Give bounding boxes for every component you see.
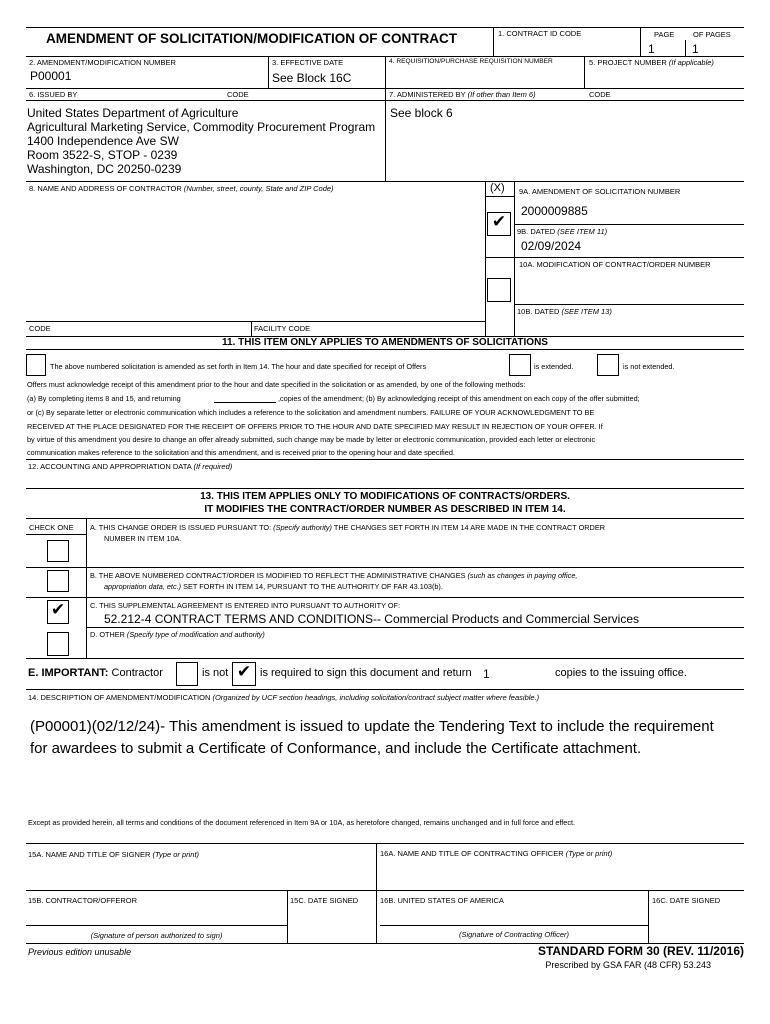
signature-officer-caption [380, 930, 648, 939]
officer-16a-note: (Type or print) [565, 849, 613, 858]
item-13-title-line2: IT MODIFIES THE CONTRACT/ORDER NUMBER AS DESCRIBED IN ITEM 14. [204, 504, 566, 515]
check-13b-checkbox[interactable] [47, 570, 69, 592]
divider [86, 518, 87, 658]
is-not-checkbox[interactable] [176, 662, 198, 686]
row-line [26, 890, 744, 891]
is-required-text: is required to sign this document and return [260, 667, 472, 679]
not-extended-text: is not extended. [623, 362, 675, 371]
item-11-text: by virtue of this amendment you desire to change an offer already submitted, such change may be made by letter or electronic communication, provided each letter or electronic [27, 435, 596, 444]
extended-checkbox[interactable] [509, 354, 531, 376]
requisition-label: 4. REQUISITION/PURCHASE REQUISITION NUMBER [389, 58, 553, 65]
address-line: Washington, DC 20250-0239 [27, 162, 182, 176]
administered-by-value[interactable]: See block 6 [390, 106, 453, 120]
is-not-text: is not [202, 667, 229, 679]
item-14-label-text: 14. DESCRIPTION OF AMENDMENT/MODIFICATION [28, 693, 211, 702]
item-13b-text2 [104, 582, 443, 591]
amend-solicitation-label: 9A. AMENDMENT OF SOLICITATION NUMBER [519, 187, 681, 196]
row-line [26, 518, 744, 519]
copies-text: copies to the issuing office. [555, 667, 687, 679]
item-13c-value[interactable]: 52.212-4 CONTRACT TERMS AND CONDITIONS-- Commercial Products and Commercial Services [104, 612, 640, 626]
accounting-note: (If required) [193, 462, 233, 471]
officer-signature-line[interactable] [380, 925, 648, 926]
form-number: STANDARD FORM 30 (REV. 11/2016) [537, 944, 744, 958]
item-11-text: or (c) By separate letter or electronic communication which includes a reference to the solicitation and amendment numbers. FAILURE OF YOUR ACKNOWLEDGMENT TO BE [27, 408, 595, 417]
contract-id-label: 1. CONTRACT ID CODE [498, 29, 582, 38]
row-line [26, 843, 744, 844]
except-text: Except as provided herein, all terms and conditions of the document referenced in Item 9A or 10A, as heretofore changed, remains unchanged and in full force and effect. [28, 818, 576, 827]
project-number-label [589, 58, 714, 67]
row-line [86, 627, 744, 628]
divider [385, 56, 386, 88]
item-13a-note: (Specify authority) [273, 523, 332, 532]
item-11-text: communication makes reference to the solicitation and this amendment, and is received prior to the opening hour and date specified. [27, 448, 455, 457]
administered-by-note: (If other than Item 6) [467, 90, 536, 99]
row-line [26, 658, 744, 659]
mod-10a-label: 10A. MODIFICATION OF CONTRACT/ORDER NUMBER [519, 260, 711, 269]
important-row [28, 667, 163, 679]
dated-10b-note: (SEE ITEM 13) [561, 307, 612, 316]
divider [584, 56, 585, 88]
divider [485, 181, 486, 336]
address-line: Room 3522-S, STOP - 0239 [27, 148, 178, 162]
dated-9b-value[interactable]: 02/09/2024 [521, 239, 582, 253]
signature-person-caption [26, 931, 287, 940]
page-value: 1 [648, 42, 655, 56]
administered-by-label [389, 90, 536, 99]
description-line: for awardees to submit a Certificate of Conformance, and include the Certificate attachment. [30, 740, 642, 757]
address-line: United States Department of Agriculture [27, 106, 239, 120]
item-11-text: Offers must acknowledge receipt of this amendment prior to the hour and date specified in the solicitation or as amended, by one of the following methods: [27, 380, 526, 389]
contractor-note: (Number, street, county, State and ZIP Code) [183, 184, 334, 193]
signer-15a-note: (Type or print) [152, 850, 200, 859]
dated-10b-text: 10B. DATED [517, 307, 560, 316]
is-required-checkbox[interactable]: ✔ [232, 662, 256, 686]
item-13a-text2: THE CHANGES SET FORTH IN ITEM 14 ARE MADE IN THE CONTRACT ORDER [333, 523, 605, 532]
row-line [26, 459, 744, 460]
item-13b-text [90, 571, 577, 580]
issued-by-address[interactable] [27, 106, 375, 176]
item-14-label [28, 693, 539, 702]
issued-by-label: 6. ISSUED BY [29, 90, 78, 99]
dated-9b-text: 9B. DATED [517, 227, 556, 236]
prescribed-text: Prescribed by GSA FAR (48 CFR) 53.243 [545, 960, 711, 970]
check-9-checkbox[interactable]: ✔ [487, 212, 511, 236]
previous-edition-text: Previous edition unusable [28, 947, 132, 957]
extended-text: is extended. [534, 362, 574, 371]
page-label: PAGE [654, 30, 675, 39]
row-line [485, 257, 744, 258]
divider [376, 843, 377, 943]
usa-16b-label: 16B. UNITED STATES OF AMERICA [380, 896, 504, 905]
item-13b-text3: SET FORTH IN ITEM 14, PURSUANT TO THE AUTHORITY OF FAR 43.103(b). [183, 582, 443, 591]
item-13-title-line1: 13. THIS ITEM APPLIES ONLY TO MODIFICATIONS OF CONTRACTS/ORDERS. [200, 491, 570, 502]
item-13b-note: (such as changes in paying office, [467, 571, 578, 580]
divider [640, 27, 641, 57]
item-13b-text2-italic: appropriation data, etc.) [104, 582, 182, 591]
amendment-number-value[interactable]: P00001 [30, 69, 72, 83]
accounting-label-text: 12. ACCOUNTING AND APPROPRIATION DATA [28, 462, 192, 471]
form-title: AMENDMENT OF SOLICITATION/MODIFICATION OF CONTRACT [46, 31, 457, 46]
contractor-15b-label: 15B. CONTRACTOR/OFFEROR [28, 896, 138, 905]
officer-16a-label [380, 849, 612, 858]
divider [385, 88, 386, 181]
contractor-code-label: CODE [29, 324, 51, 333]
copies-value[interactable]: 1 [483, 667, 490, 681]
item-13d-note: (Specify type of modification and authority) [126, 630, 265, 639]
check-one-label: CHECK ONE [29, 523, 74, 532]
divider [287, 890, 288, 943]
project-number-label-text: 5. PROJECT NUMBER [589, 58, 667, 67]
item-13d-text [90, 630, 265, 639]
amendment-number-label: 2. AMENDMENT/MODIFICATION NUMBER [29, 58, 176, 67]
item-13c-text: C. THIS SUPPLEMENTAL AGREEMENT IS ENTERED INTO PURSUANT TO AUTHORITY OF: [90, 601, 401, 610]
row-line [26, 534, 86, 535]
date-15c-label: 15C. DATE SIGNED [290, 896, 359, 905]
row-line [485, 196, 514, 197]
item-14-description[interactable] [30, 716, 714, 760]
address-line: 1400 Independence Ave SW [27, 134, 179, 148]
item-14-note: (Organized by UCF section headings, including solicitation/contract subject matter where feasible.) [212, 693, 540, 702]
item-11-text: ,copies of the amendment; (b) By acknowledging receipt of this amendment on each copy of the offer submitted; [278, 394, 640, 403]
solicitation-amended-checkbox[interactable] [26, 354, 46, 376]
not-extended-checkbox[interactable] [597, 354, 619, 376]
row-line [26, 321, 485, 322]
form-top-border [26, 27, 744, 28]
x-column-label: (X) [490, 182, 505, 194]
address-line: Agricultural Marketing Service, Commodity Procurement Program [27, 120, 376, 134]
dated-9b-label [517, 227, 607, 236]
dated-9b-note: (SEE ITEM 11) [557, 227, 608, 236]
row-line [26, 488, 744, 489]
signer-15a-text: 15A. NAME AND TITLE OF SIGNER [28, 850, 151, 859]
row-line [26, 181, 744, 182]
project-number-note: (If applicable) [668, 58, 714, 67]
item-13a-text3: NUMBER IN ITEM 10A. [104, 534, 182, 543]
administered-by-text: 7. ADMINISTERED BY [389, 90, 466, 99]
row-line [514, 304, 744, 305]
divider [648, 890, 649, 943]
check-10-checkbox[interactable] [487, 278, 511, 302]
contractor-label [29, 184, 334, 193]
description-line: (P00001)(02/12/24)- This amendment is issued to update the Tendering Text to include the requirement [30, 718, 714, 735]
contractor-label-text: 8. NAME AND ADDRESS OF CONTRACTOR [29, 184, 182, 193]
effective-date-value[interactable]: See Block 16C [272, 71, 352, 85]
contractor-signature-line[interactable] [26, 925, 287, 926]
check-13a-checkbox[interactable] [47, 540, 69, 562]
item-13d-label: D. OTHER [90, 630, 125, 639]
of-pages-label: OF PAGES [693, 30, 731, 39]
important-contractor: Contractor [111, 667, 163, 679]
signature-person-text: (Signature of person authorized to sign) [90, 931, 223, 940]
signature-officer-text: (Signature of Contracting Officer) [458, 930, 570, 939]
officer-16a-text: 16A. NAME AND TITLE OF CONTRACTING OFFICER [380, 849, 564, 858]
row-line [26, 689, 744, 690]
issued-code-label: CODE [227, 90, 249, 99]
dated-10b-label [517, 307, 612, 316]
copies-blank[interactable] [214, 402, 276, 403]
item-11-title: 11. THIS ITEM ONLY APPLIES TO AMENDMENTS OF SOLICITATIONS [222, 337, 548, 348]
item-13a-text1: A. THIS CHANGE ORDER IS ISSUED PURSUANT TO: [90, 523, 272, 532]
facility-code-label: FACILITY CODE [254, 324, 311, 333]
important-label: E. IMPORTANT: [28, 667, 109, 679]
check-13d-checkbox[interactable] [47, 632, 69, 656]
row-line [26, 567, 744, 568]
row-line [26, 100, 744, 101]
item-13a-text [90, 523, 605, 532]
effective-date-label: 3. EFFECTIVE DATE [272, 58, 344, 67]
item-13-title [26, 490, 744, 516]
row-line [514, 224, 744, 225]
divider [685, 40, 686, 57]
signer-15a-label [28, 850, 199, 859]
of-pages-value: 1 [692, 42, 699, 56]
item-11-line1: The above numbered solicitation is amended as set forth in Item 14. The hour and date specified for receipt of Offers [50, 362, 427, 371]
divider [493, 27, 494, 57]
check-13c-checkbox[interactable]: ✔ [47, 600, 69, 624]
accounting-label [28, 462, 232, 471]
item-11-text: RECEIVED AT THE PLACE DESIGNATED FOR THE RECEIPT OF OFFERS PRIOR TO THE HOUR AND DATE SPECIFIED MAY RESULT IN REJECTION OF YOUR OFFER. If [27, 422, 603, 431]
amend-solicitation-value[interactable]: 2000009885 [521, 204, 588, 218]
row-line [26, 597, 744, 598]
administered-code-label: CODE [589, 90, 611, 99]
row-line [26, 349, 744, 350]
item-13b-text1: B. THE ABOVE NUMBERED CONTRACT/ORDER IS MODIFIED TO REFLECT THE ADMINISTRATIVE CHANGES [90, 571, 466, 580]
divider [514, 181, 515, 336]
item-11-text: (a) By completing items 8 and 15, and returning [27, 394, 181, 403]
date-16c-label: 16C. DATE SIGNED [652, 896, 721, 905]
divider [251, 321, 252, 336]
divider [268, 56, 269, 88]
